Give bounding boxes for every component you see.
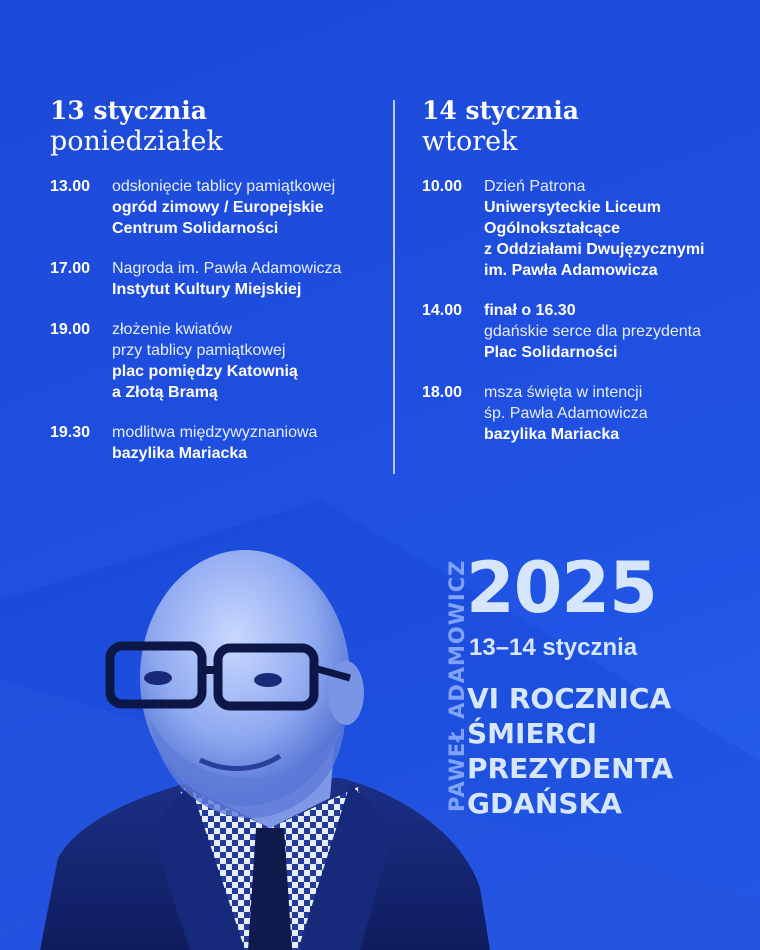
event-text-line: modlitwa międzywyznaniowa (112, 424, 318, 441)
event-text-line: gdańskie serce dla prezydenta (484, 323, 702, 340)
event-text-line: Dzień Patrona (484, 178, 586, 195)
event-item (50, 422, 370, 464)
title-line: ŚMIERCI (467, 717, 598, 750)
title-line: GDAŃSKA (467, 787, 622, 820)
portrait-image (40, 528, 510, 950)
event-item (422, 176, 742, 281)
event-time: 18.00 (422, 384, 463, 401)
event-description (112, 258, 341, 300)
year-heading: 2025 (466, 547, 657, 629)
event-time: 14.00 (422, 302, 463, 319)
event-location-line: im. Pawła Adamowicza (484, 262, 658, 279)
event-location-line: z Oddziałami Dwujęzycznymi (484, 241, 705, 258)
event-item (50, 319, 370, 403)
event-time: 10.00 (422, 178, 463, 195)
event-description (484, 382, 648, 445)
event-text-line: odsłonięcie tablicy pamiątkowej (112, 178, 336, 195)
event-location-line: bazylika Mariacka (484, 426, 620, 443)
event-item (50, 258, 370, 300)
event-description (484, 176, 705, 281)
day-weekday: wtorek (422, 126, 518, 157)
event-location-line: ogród zimowy / Europejskie (112, 199, 324, 216)
anniversary-title (467, 681, 673, 821)
event-time: 13.00 (50, 178, 91, 195)
title-line: PREZYDENTA (467, 752, 674, 785)
event-location-line: Uniwersyteckie Liceum (484, 199, 661, 216)
event-item (422, 300, 742, 363)
event-list (50, 176, 370, 464)
event-list (422, 176, 742, 445)
event-text-line: przy tablicy pamiątkowej (112, 342, 286, 359)
event-item (50, 176, 370, 239)
event-location-line: plac pomiędzy Katownią (112, 363, 298, 380)
event-location-line: Ogólnokształcące (484, 220, 621, 237)
event-item (422, 382, 742, 445)
day-date: 14 stycznia (422, 96, 579, 125)
event-description (112, 176, 335, 239)
event-time: 19.00 (50, 321, 91, 338)
event-time: 17.00 (50, 260, 91, 277)
event-location-line: a Złotą Bramą (112, 384, 218, 401)
event-description (112, 422, 317, 464)
vertical-name-label: PAWEŁ ADAMOWICZ (445, 559, 469, 812)
event-location-line: bazylika Mariacka (112, 445, 248, 462)
event-text-line: śp. Pawła Adamowicza (484, 405, 648, 422)
day-weekday: poniedziałek (50, 126, 223, 157)
column-divider (393, 100, 395, 474)
date-range: 13–14 stycznia (469, 634, 638, 661)
event-location-line: finał o 16.30 (484, 302, 576, 319)
event-description (484, 300, 701, 363)
day-column-monday (50, 96, 370, 483)
day-date: 13 stycznia (50, 96, 207, 125)
event-text-line: msza święta w intencji (484, 384, 643, 401)
event-description (112, 319, 298, 403)
event-location-line: Instytut Kultury Miejskiej (112, 281, 302, 298)
day-column-tuesday (422, 96, 742, 464)
event-text-line: złożenie kwiatów (112, 321, 233, 338)
event-time: 19.30 (50, 424, 91, 441)
event-location-line: Centrum Solidarności (112, 220, 279, 237)
event-text-line: Nagroda im. Pawła Adamowicza (112, 260, 342, 277)
title-line: VI ROCZNICA (467, 682, 672, 715)
event-location-line: Plac Solidarności (484, 344, 618, 361)
